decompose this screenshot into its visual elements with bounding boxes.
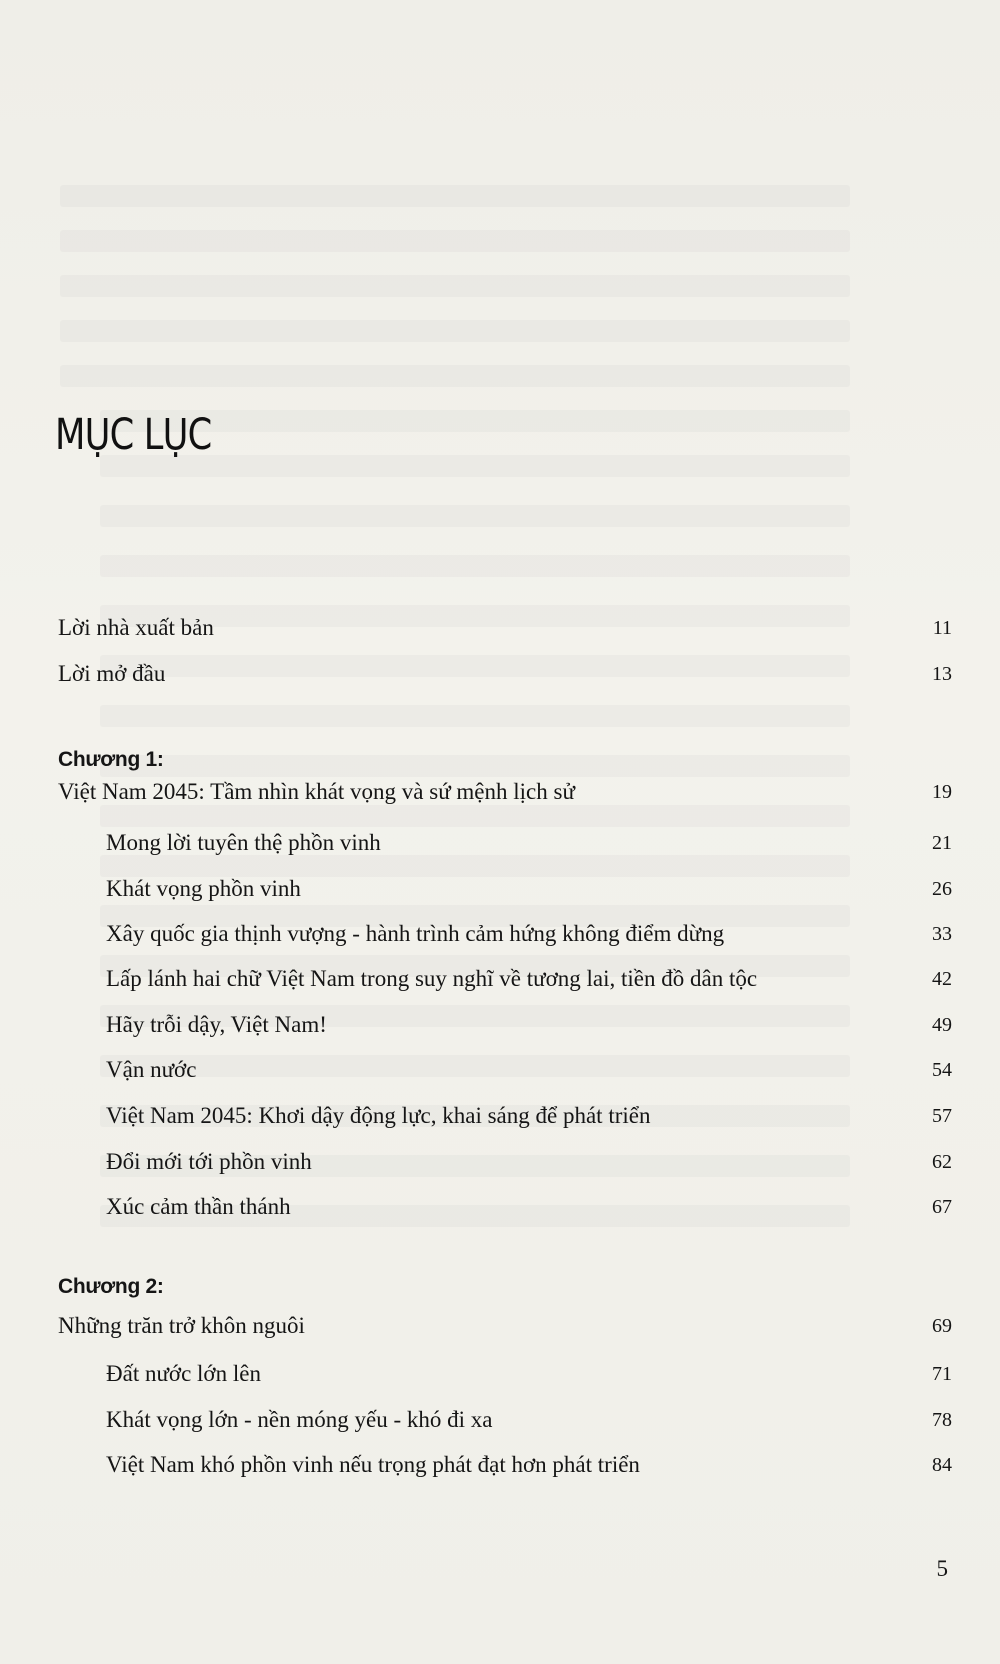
toc-entry-label: Lời nhà xuất bản (58, 615, 214, 640)
toc-entry[interactable] (0, 872, 1000, 906)
toc-entry-label: Xúc cảm thần thánh (106, 1194, 291, 1219)
toc-entry-page: 11 (932, 617, 952, 639)
toc-entry-label: Khát vọng phồn vinh (106, 876, 301, 901)
toc-entry[interactable] (0, 1145, 1000, 1179)
toc-entry-page: 71 (932, 1363, 952, 1385)
toc-entry-label: Việt Nam khó phồn vinh nếu trọng phát đạt hơn phát triển (106, 1452, 640, 1477)
toc-entry-label: Khát vọng lớn - nền móng yếu - khó đi xa (106, 1407, 493, 1432)
toc-entry-page: 84 (932, 1454, 952, 1476)
chapter-1-heading: Chương 1: (58, 748, 164, 771)
toc-entry-publisher-note[interactable] (0, 611, 1000, 645)
page-number: 5 (936, 1556, 948, 1581)
toc-entry[interactable] (0, 1008, 1000, 1042)
chapter-2-heading: Chương 2: (58, 1275, 164, 1298)
toc-entry-label: Đổi mới tới phồn vinh (106, 1149, 312, 1174)
toc-entry-preface[interactable] (0, 657, 1000, 691)
toc-entry-page: 42 (932, 968, 952, 990)
toc-entry-label: Lời mở đầu (58, 661, 166, 686)
toc-entry-label: Những trăn trở khôn nguôi (58, 1313, 305, 1338)
toc-entry-page: 13 (932, 663, 952, 685)
toc-entry-page: 54 (932, 1059, 952, 1081)
toc-entry-page: 26 (932, 878, 952, 900)
toc-entry[interactable] (0, 826, 1000, 860)
toc-entry-label: Việt Nam 2045: Tầm nhìn khát vọng và sứ mệnh lịch sử (58, 779, 575, 804)
page-title: MỤC LỤC (55, 410, 212, 460)
toc-entry-page: 62 (932, 1151, 952, 1173)
toc-entry-label: Đất nước lớn lên (106, 1361, 261, 1386)
toc-entry-page: 33 (932, 923, 952, 945)
toc-entry[interactable] (0, 1190, 1000, 1224)
toc-entry-chapter-2-title[interactable] (0, 1309, 1000, 1343)
toc-entry[interactable] (0, 1357, 1000, 1391)
toc-entry[interactable] (0, 962, 1000, 996)
toc-entry-page: 21 (932, 832, 952, 854)
toc-entry-page: 19 (932, 781, 952, 803)
toc-entry[interactable] (0, 1448, 1000, 1482)
toc-entry-label: Xây quốc gia thịnh vượng - hành trình cảm hứng không điểm dừng (106, 921, 725, 946)
toc-entry-label: Vận nước (106, 1057, 197, 1082)
toc-entry-page: 67 (932, 1196, 952, 1218)
toc-entry[interactable] (0, 1053, 1000, 1087)
toc-entry-page: 78 (932, 1409, 952, 1431)
toc-entry[interactable] (0, 917, 1000, 951)
toc-entry-page: 69 (932, 1315, 952, 1337)
toc-entry-page: 57 (932, 1105, 952, 1127)
toc-entry[interactable] (0, 1099, 1000, 1133)
toc-entry-label: Lấp lánh hai chữ Việt Nam trong suy nghĩ về tương lai, tiền đồ dân tộc (106, 966, 758, 991)
toc-entry-label: Mong lời tuyên thệ phồn vinh (106, 830, 381, 855)
toc-entry[interactable] (0, 1403, 1000, 1437)
toc-entry-page: 49 (932, 1014, 952, 1036)
toc-entry-chapter-1-title[interactable] (0, 775, 1000, 809)
toc-entry-label: Hãy trỗi dậy, Việt Nam! (106, 1012, 327, 1037)
toc-entry-label: Việt Nam 2045: Khơi dậy động lực, khai sáng để phát triển (106, 1103, 651, 1128)
